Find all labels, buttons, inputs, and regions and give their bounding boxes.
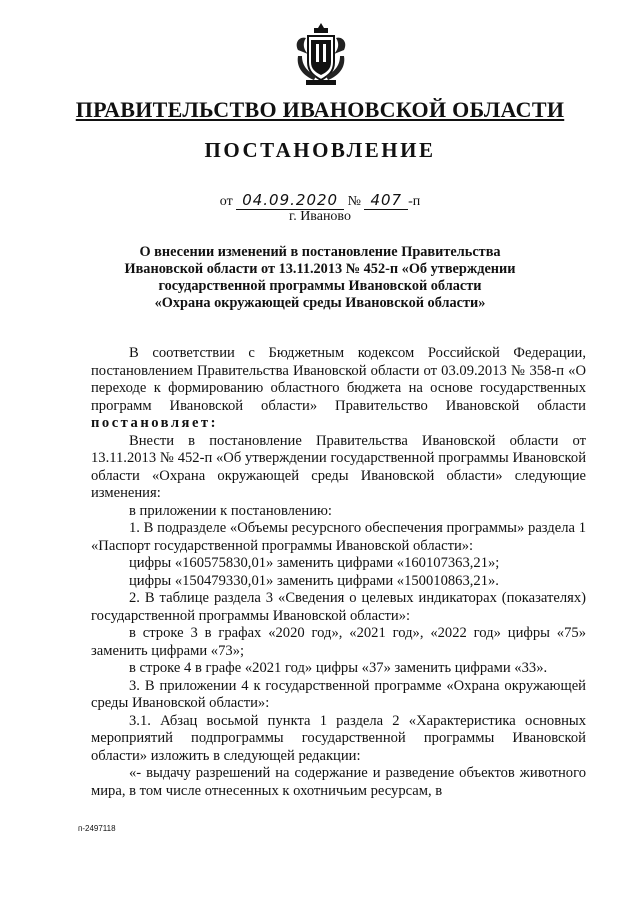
preamble-paragraph xyxy=(91,345,586,433)
document-title xyxy=(100,244,540,312)
document-number-line xyxy=(0,191,640,210)
preamble-text: В соответствии с Бюджетным кодексом Российской Федерации, постановлением Правительства Ивановской области от 03.09.2013 № 358-п «О переходе к формированию областного бюджета на основе государственных программ Ивановской области» Правительство Ивановской области xyxy=(91,345,586,414)
body-paragraph: в строке 3 в графах «2020 год», «2021 год», «2022 год» цифры «75» заменить цифрами «73»; xyxy=(91,625,586,659)
date-prefix: от xyxy=(219,194,233,209)
body-paragraph: цифры «160575830,01» заменить цифрами «160107363,21»; xyxy=(129,555,500,571)
body-paragraph: 3.1. Абзац восьмой пункта 1 раздела 2 «Характеристика основных мероприятий подпрограммы государственной программы Ивановской области» изложить в следующей редакции: xyxy=(91,712,586,764)
body-paragraph: 2. В таблице раздела 3 «Сведения о целевых индикаторах (показателях) государственной программы Ивановской области»: xyxy=(91,590,586,624)
body-paragraph: Внести в постановление Правительства Ивановской области от 13.11.2013 № 452-п «Об утверждении государственной программы Ивановской области «Охрана окружающей среды Ивановской области» следующие изменения: xyxy=(91,432,586,501)
document-type: ПОСТАНОВЛЕНИЕ xyxy=(204,138,436,162)
number-suffix: -п xyxy=(408,194,421,209)
body-paragraph: 3. В приложении 4 к государственной программе «Охрана окружающей среды Ивановской области»: xyxy=(91,677,586,711)
body-paragraph: 1. В подразделе «Объемы ресурсного обеспечения программы» раздела 1 «Паспорт государственной программы Ивановской области»: xyxy=(91,520,586,554)
city: г. Иваново xyxy=(289,209,351,224)
document-body xyxy=(91,345,586,800)
coat-of-arms-icon xyxy=(292,20,350,88)
number-sign: № xyxy=(347,194,361,209)
decree-word: постановляет: xyxy=(91,415,218,431)
document-code: п-2497118 xyxy=(78,824,116,833)
title-line: «Охрана окружающей среды Ивановской области» xyxy=(154,295,486,311)
title-line: О внесении изменений в постановление Правительства xyxy=(139,244,501,260)
document-number: 407 xyxy=(364,191,408,210)
body-paragraph: в приложении к постановлению: xyxy=(129,502,332,519)
document-date: 04.09.2020 xyxy=(236,191,344,210)
organization-title: ПРАВИТЕЛЬСТВО ИВАНОВСКОЙ ОБЛАСТИ xyxy=(75,97,565,122)
title-line: государственной программы Ивановской области xyxy=(158,278,482,294)
body-paragraph: в строке 4 в графе «2021 год» цифры «37» заменить цифрами «33». xyxy=(129,660,548,676)
title-line: Ивановской области от 13.11.2013 № 452-п «Об утверждении xyxy=(124,261,516,277)
body-paragraph: цифры «150479330,01» заменить цифрами «150010863,21». xyxy=(129,572,499,589)
body-paragraph: «- выдачу разрешений на содержание и разведение объектов животного мира, в том числе отнесенных к охотничьим ресурсам, в xyxy=(91,765,586,799)
